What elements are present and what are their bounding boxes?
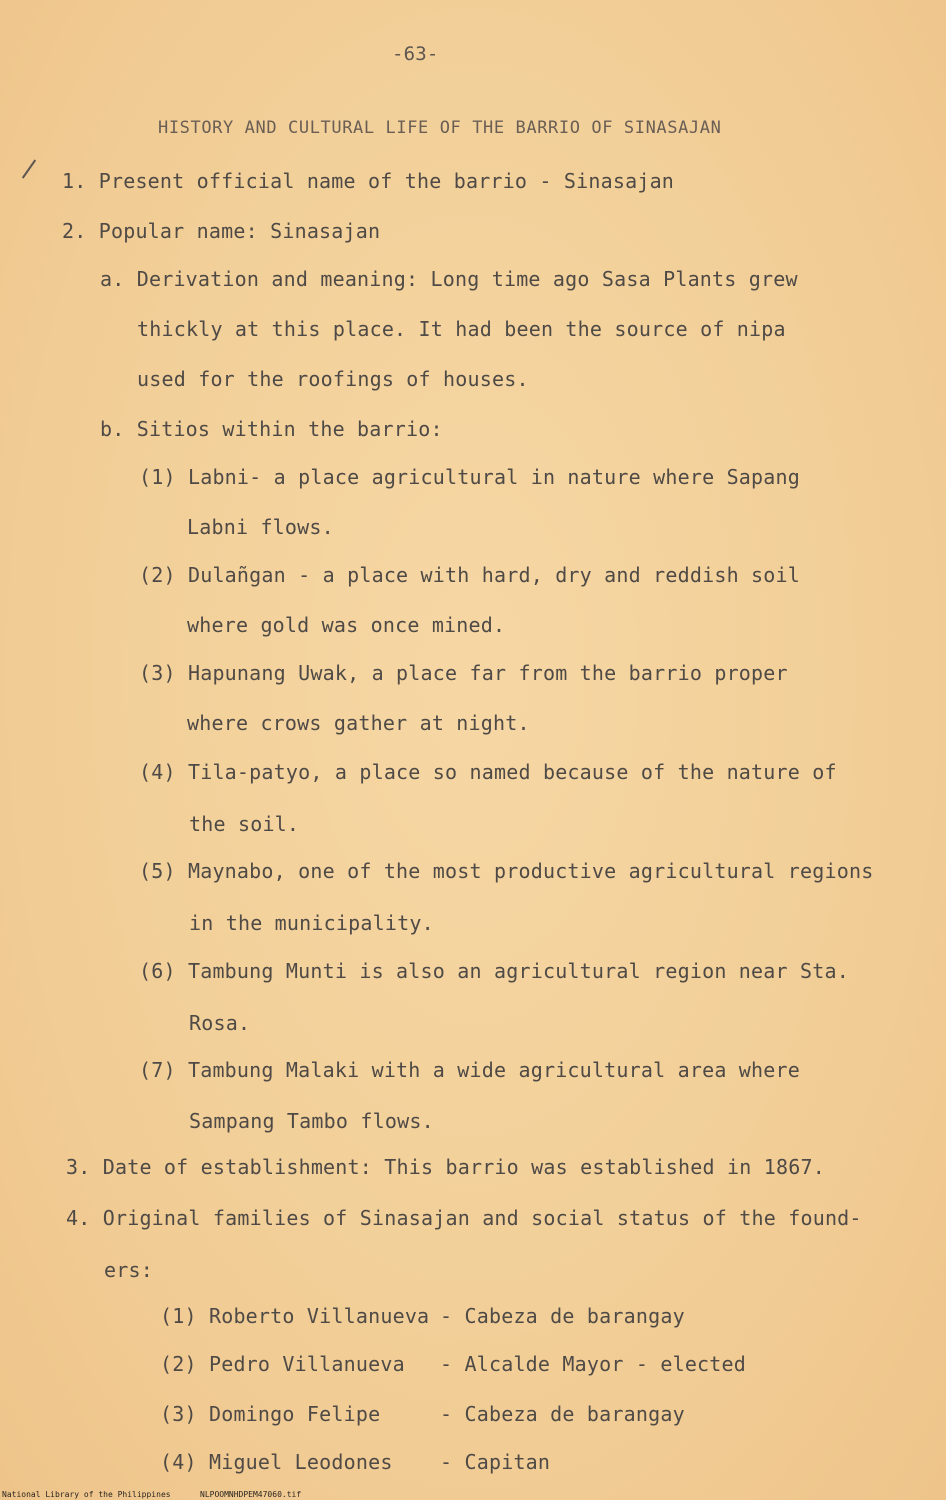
sitio-1-line-1: (1) Labni- a place agricultural in nature where Sapang <box>139 465 801 489</box>
sitio-1-line-2: Labni flows. <box>187 515 334 539</box>
sitio-2-line-2: where gold was once mined. <box>187 613 506 637</box>
sitio-2-line-1: (2) Dulañgan - a place with hard, dry and reddish soil <box>139 563 801 587</box>
document-title: HISTORY AND CULTURAL LIFE OF THE BARRIO OF SINASAJAN <box>158 118 722 138</box>
sitio-5-line-2: in the municipality. <box>189 911 434 935</box>
item-2b: b. Sitios within the barrio: <box>100 417 443 441</box>
check-mark <box>22 159 36 178</box>
sitio-3-line-1: (3) Hapunang Uwak, a place far from the barrio proper <box>139 661 788 685</box>
sitio-4-line-1: (4) Tila-patyo, a place so named because of the nature of <box>139 760 837 784</box>
item-1: 1. Present official name of the barrio - Sinasajan <box>62 169 675 193</box>
item-2a-line-1: a. Derivation and meaning: Long time ago Sasa Plants grew <box>100 267 798 291</box>
item-2a-line-3: used for the roofings of houses. <box>137 367 529 391</box>
sitio-3-line-2: where crows gather at night. <box>187 711 530 735</box>
founder-role: - Cabeza de barangay <box>440 1402 685 1426</box>
founder-name: (1) Roberto Villanueva <box>160 1304 430 1328</box>
sitio-6-line-2: Rosa. <box>189 1011 251 1035</box>
sitio-5-line-1: (5) Maynabo, one of the most productive agricultural regions <box>139 859 874 883</box>
founder-name: (4) Miguel Leodones <box>160 1450 393 1474</box>
sitio-7-line-1: (7) Tambung Malaki with a wide agricultural area where <box>139 1058 801 1082</box>
founder-name: (3) Domingo Felipe <box>160 1402 381 1426</box>
founder-role: - Alcalde Mayor - elected <box>440 1352 747 1376</box>
item-3: 3. Date of establishment: This barrio was established in 1867. <box>66 1155 825 1179</box>
founder-role: - Cabeza de barangay <box>440 1304 685 1328</box>
footer-library: National Library of the Philippines <box>2 1490 171 1499</box>
footer-filename: NLPOOMNHDPEM47060.tif <box>200 1490 302 1499</box>
item-4-line-2: ers: <box>104 1258 153 1282</box>
item-2a-line-2: thickly at this place. It had been the source of nipa <box>137 317 786 341</box>
founder-name: (2) Pedro Villanueva <box>160 1352 405 1376</box>
sitio-6-line-1: (6) Tambung Munti is also an agricultural region near Sta. <box>139 959 849 983</box>
item-2: 2. Popular name: Sinasajan <box>62 219 381 243</box>
page-number: -63- <box>392 43 439 65</box>
founder-role: - Capitan <box>440 1450 551 1474</box>
item-4-line-1: 4. Original families of Sinasajan and social status of the found- <box>66 1206 862 1230</box>
sitio-4-line-2: the soil. <box>189 812 300 836</box>
sitio-7-line-2: Sampang Tambo flows. <box>189 1109 434 1133</box>
